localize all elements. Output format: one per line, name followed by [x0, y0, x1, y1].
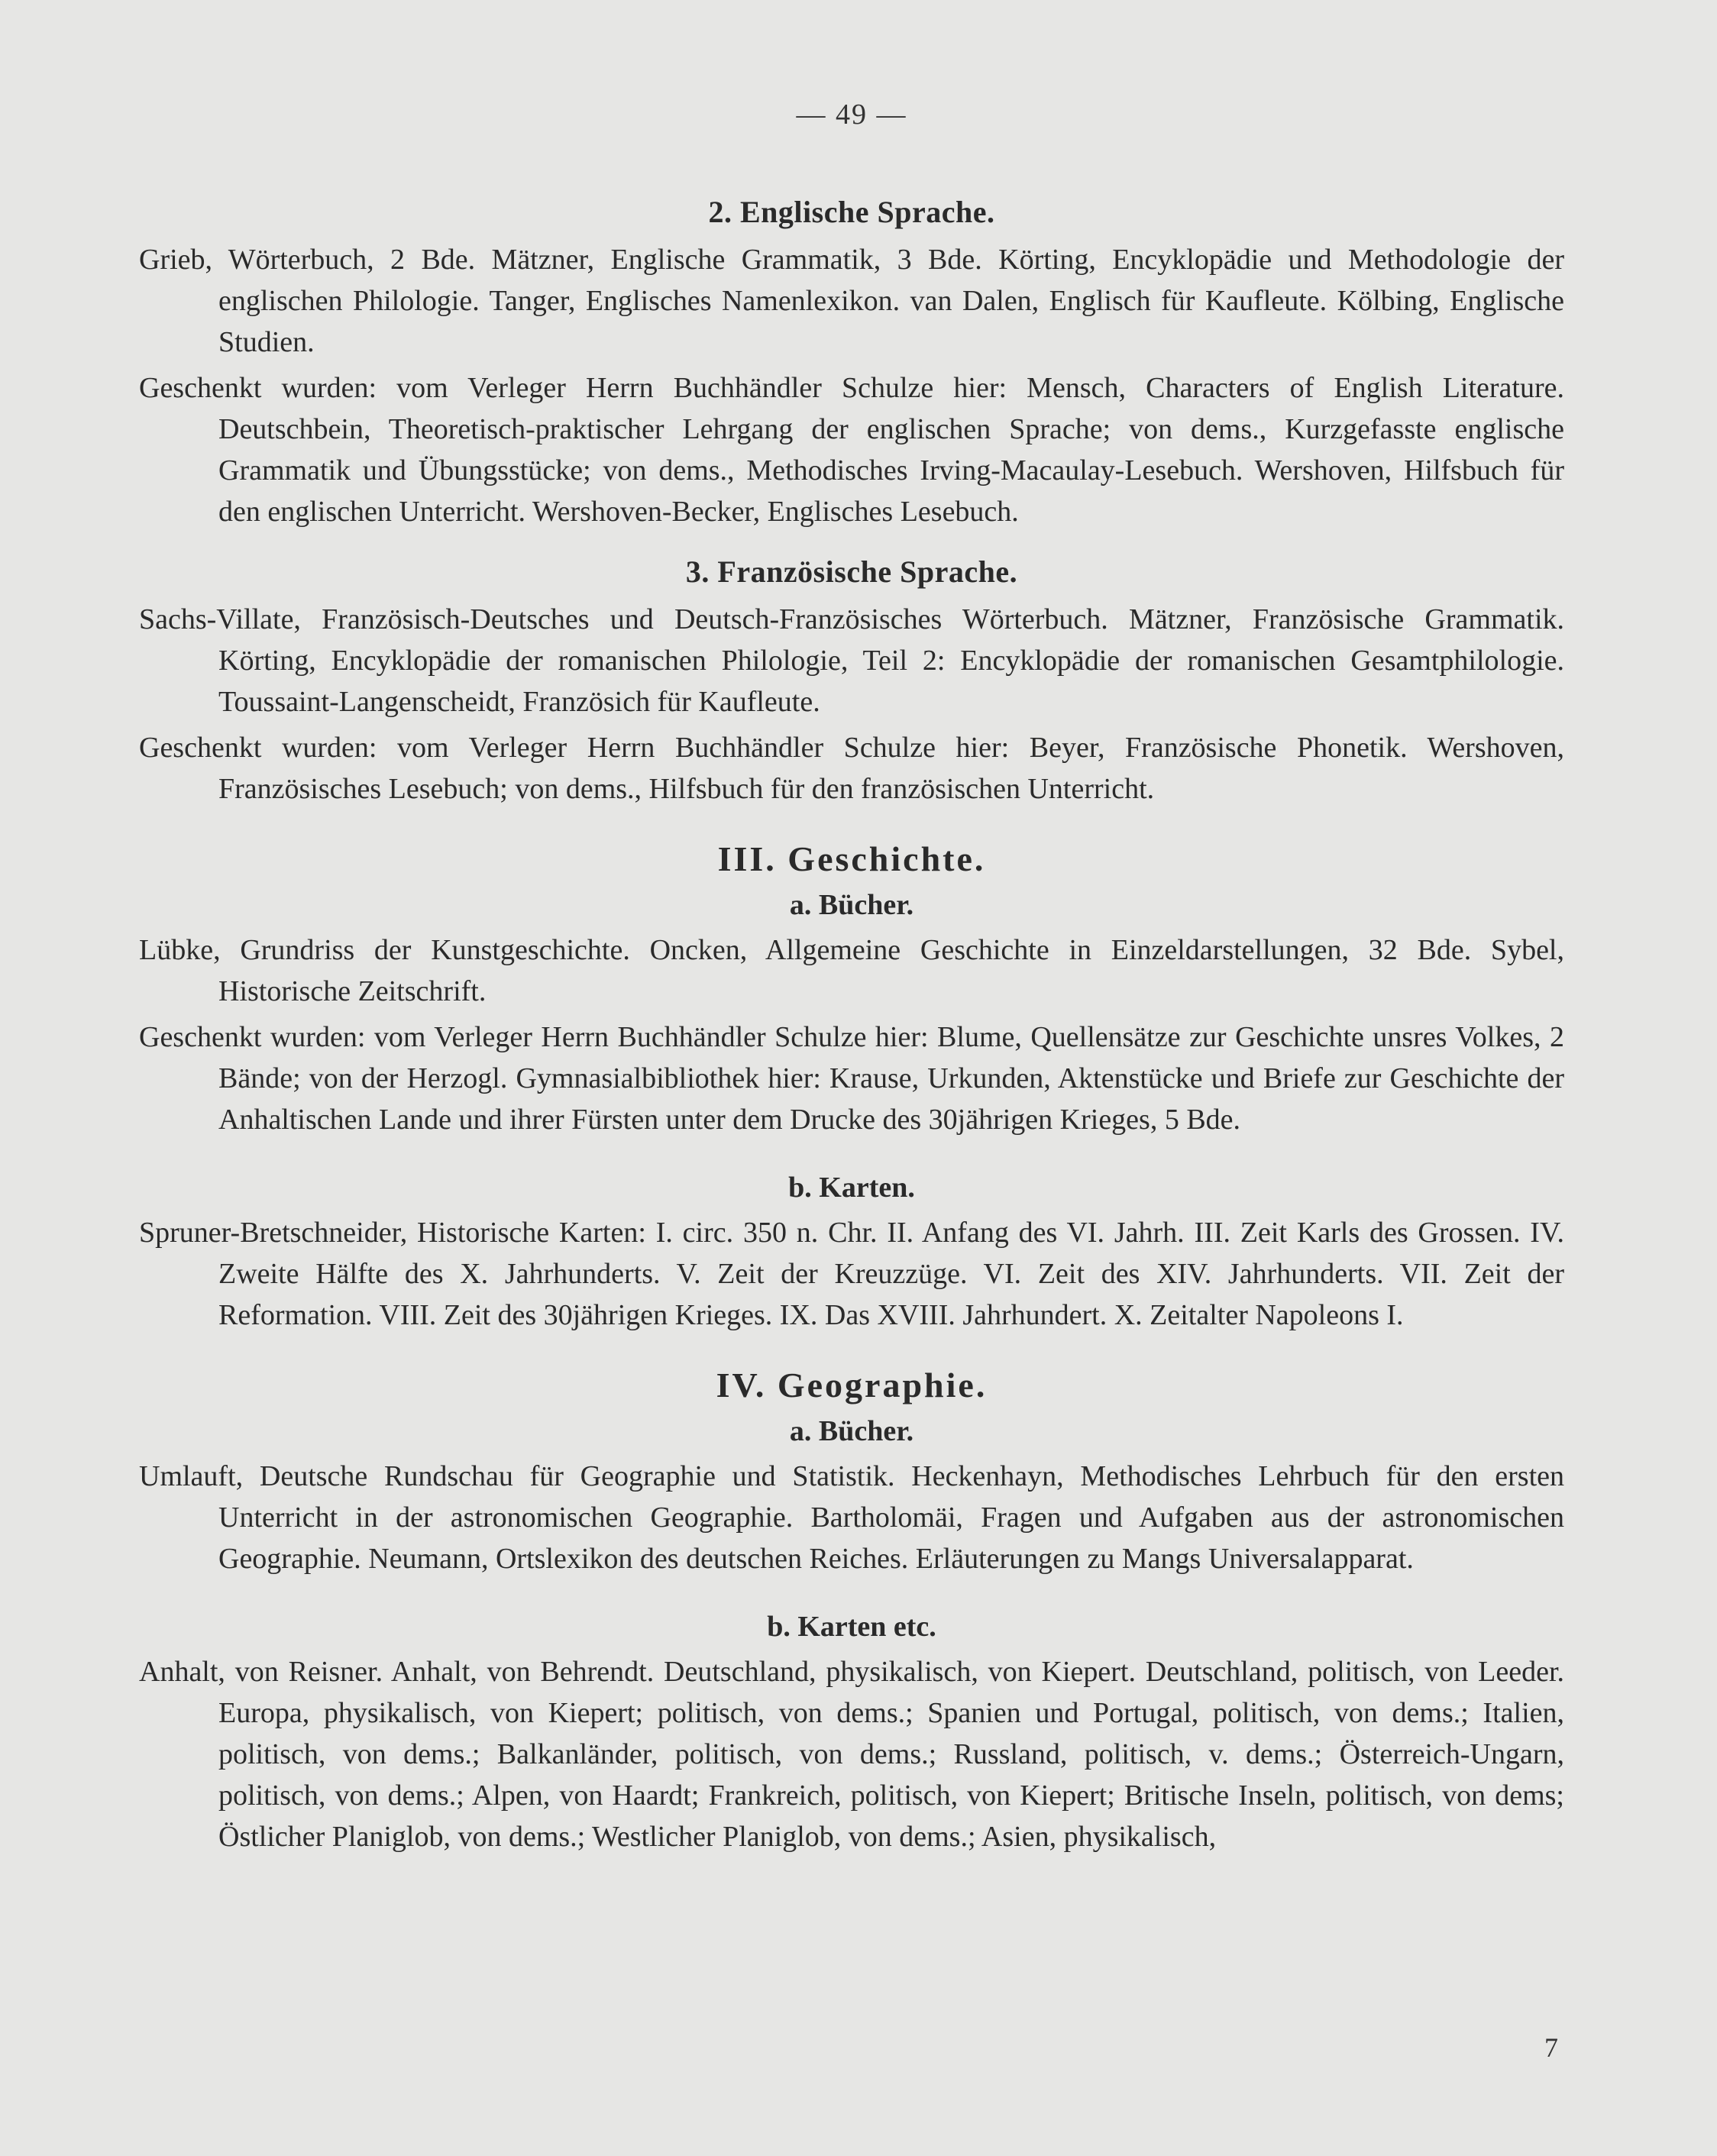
heading-geographie-buecher: a. Bücher.	[789, 1415, 914, 1447]
entry-geschichte-buecher-2: Geschenkt wurden: vom Verleger Herrn Buchhändler Schulze hier: Blume, Quellensätze zur Geschichte unsres Volkes, 2 Bände; von der Herzogl. Gymnasialbibliothek hier: Krause, Urkunden, Aktenstücke und Briefe zur Geschichte der Anhaltischen Lande und ihrer Fürsten unter dem Drucke des 30jährigen Krieges, 5 Bde.	[139, 1021, 1564, 1136]
entry-englisch-2: Geschenkt wurden: vom Verleger Herrn Buchhändler Schulze hier: Mensch, Characters of English Literature. Deutschbein, Theoretisch-praktischer Lehrgang der englischen Sprache; von dems., Kurzgefasste englische Grammatik und Übungsstücke; von dems., Methodisches Irving-Macaulay-Lesebuch. Wershoven, Hilfsbuch für den englischen Unterricht. Wershoven-Becker, Englisches Lesebuch.	[139, 372, 1564, 528]
entry-geographie-karten-1: Anhalt, von Reisner. Anhalt, von Behrendt. Deutschland, physikalisch, von Kiepert. Deutschland, politisch, von Leeder. Europa, physikalisch, von Kiepert; politisch, von dems.; Spanien und Portugal, politisch, von dems.; Italien, politisch, von dems.; Balkanländer, politisch, von dems.; Russland, politisch, v. dems.; Österreich-Ungarn, politisch, von dems.; Alpen, von Haardt; Frankreich, politisch, von Kiepert; Britische Inseln, politisch, von dems; Östlicher Planiglob, von dems.; Westlicher Planiglob, von dems.; Asien, physikalisch,	[139, 1656, 1564, 1853]
entry-franzoesisch-1: Sachs-Villate, Französisch-Deutsches und Deutsch-Französisches Wörterbuch. Mätzner, Französische Grammatik. Körting, Encyklopädie der romanischen Philologie, Teil 2: Encyklopädie der romanischen Gesamtphilologie. Toussaint-Langenscheidt, Französich für Kaufleute.	[139, 603, 1564, 718]
entry-geschichte-karten-1: Spruner-Bretschneider, Historische Karten: I. circ. 350 n. Chr. II. Anfang des VI. Jahrh. III. Zeit Karls des Grossen. IV. Zweite Hälfte des X. Jahrhunderts. V. Zeit der Kreuzzüge. VI. Zeit des XIV. Jahrhunderts. VII. Zeit der Reformation. VIII. Zeit des 30jährigen Krieges. IX. Das XVIII. Jahrhundert. X. Zeitalter Napoleons I.	[139, 1217, 1564, 1331]
heading-franzoesische-sprache: 3. Französische Sprache.	[685, 554, 1018, 589]
heading-geschichte-karten: b. Karten.	[788, 1172, 915, 1204]
entry-englisch-1: Grieb, Wörterbuch, 2 Bde. Mätzner, Englische Grammatik, 3 Bde. Körting, Encyklopädie und Methodologie der englischen Philologie. Tanger, Englisches Namenlexikon. van Dalen, Englisch für Kaufleute. Kölbing, Englische Studien.	[139, 244, 1564, 358]
heading-geschichte-buecher: a. Bücher.	[789, 889, 914, 921]
page-number: — 49 —	[796, 99, 907, 131]
entry-geographie-buecher-1: Umlauft, Deutsche Rundschau für Geographie und Statistik. Heckenhayn, Methodisches Lehrbuch für den ersten Unterricht in der astronomischen Geographie. Bartholomäi, Fragen und Aufgaben aus der astronomischen Geographie. Neumann, Ortslexikon des deutschen Reiches. Erläuterungen zu Mangs Universalapparat.	[139, 1460, 1564, 1575]
sheet-signature-mark: 7	[1544, 2032, 1558, 2063]
heading-geschichte: III. Geschichte.	[717, 839, 986, 878]
heading-englische-sprache: 2. Englische Sprache.	[708, 195, 995, 229]
entry-franzoesisch-2: Geschenkt wurden: vom Verleger Herrn Buchhändler Schulze hier: Beyer, Französische Phonetik. Wershoven, Französisches Lesebuch; von dems., Hilfsbuch für den französischen Unterricht.	[139, 732, 1564, 805]
heading-geographie-karten: b. Karten etc.	[767, 1611, 936, 1643]
heading-geographie: IV. Geographie.	[716, 1366, 988, 1404]
entry-geschichte-buecher-1: Lübke, Grundriss der Kunstgeschichte. Oncken, Allgemeine Geschichte in Einzeldarstellungen, 32 Bde. Sybel, Historische Zeitschrift.	[139, 934, 1564, 1007]
